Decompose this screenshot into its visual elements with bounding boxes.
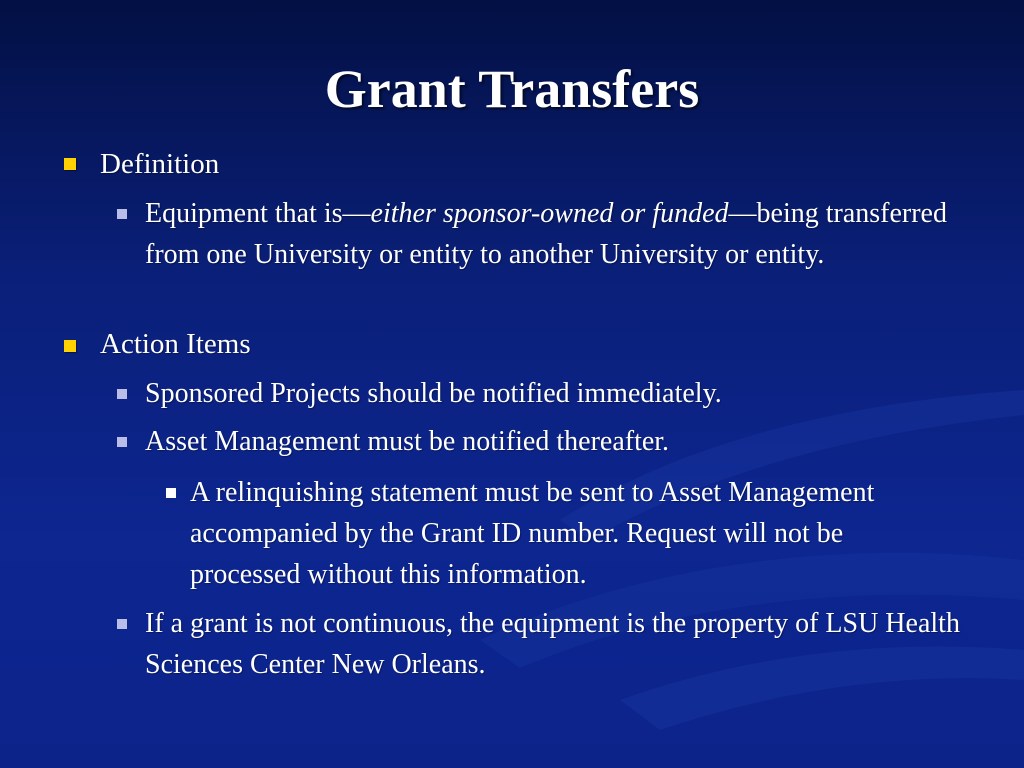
lavender-square-bullet-icon (117, 389, 127, 399)
action-item-asset-management: Asset Management must be notified thereafter. (145, 426, 670, 457)
yellow-square-bullet-icon (64, 340, 76, 352)
action-subitem-relinquishing-statement: A relinquishing statement must be sent to Asset Management accompanied by the Grant ID number. Request will not be processed without this information. (190, 477, 875, 590)
yellow-square-bullet-icon (64, 158, 76, 170)
lavender-square-bullet-icon (117, 209, 127, 219)
slide-title: Grant Transfers (324, 59, 700, 119)
definition-text-pre: Equipment that is— (145, 198, 371, 229)
definition-text-post: —being transferred from one University or entity to another University or entity. (145, 198, 947, 270)
bullet-action-items: Action Items (100, 328, 251, 360)
white-square-bullet-icon (166, 488, 176, 498)
definition-text (145, 193, 965, 275)
action-item-sponsored-projects: Sponsored Projects should be notified immediately. (145, 378, 722, 409)
action-item-grant-not-continuous: If a grant is not continuous, the equipment is the property of LSU Health Sciences Center New Orleans. (145, 608, 960, 680)
definition-text-italic: either sponsor-owned or funded (370, 198, 729, 229)
bullet-definition: Definition (100, 148, 220, 180)
lavender-square-bullet-icon (117, 619, 127, 629)
lavender-square-bullet-icon (117, 437, 127, 447)
